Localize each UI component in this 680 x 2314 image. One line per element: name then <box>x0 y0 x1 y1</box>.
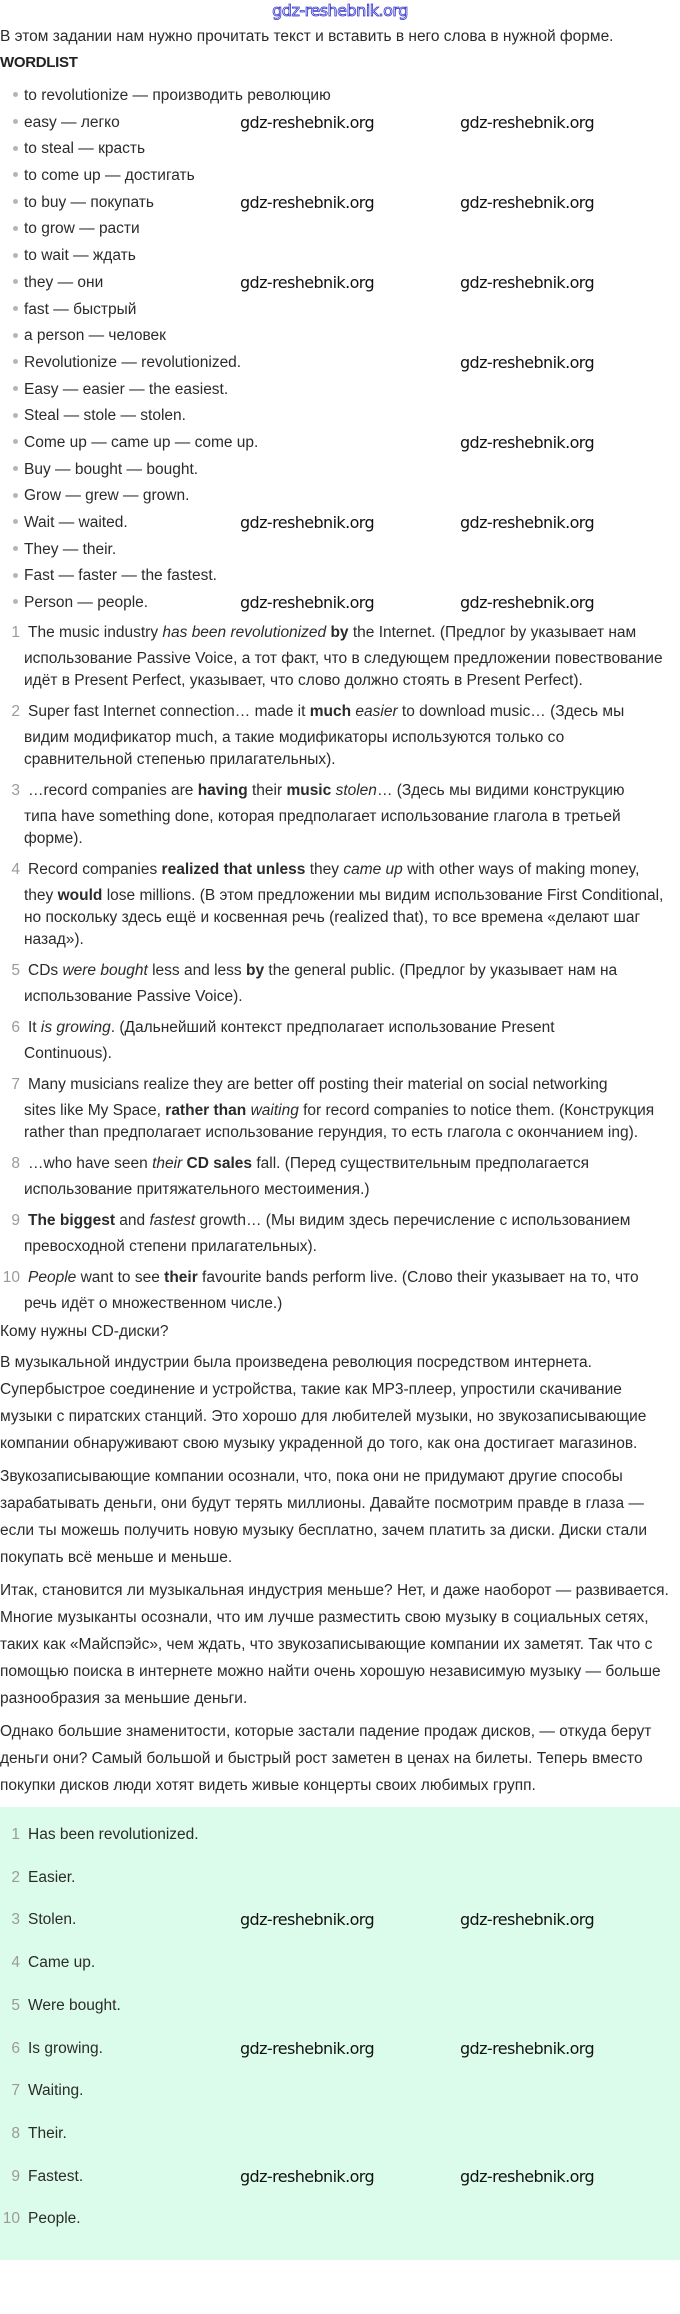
text-run: . (Дальнейший контекст предполагает использование Present <box>110 1019 555 1037</box>
bold-text: The biggest <box>28 1212 115 1230</box>
answer-text: Waiting. <box>28 2082 84 2100</box>
explanation-item <box>0 780 668 850</box>
explanation-first-line <box>0 701 668 723</box>
item-number: 9 <box>11 2167 20 2185</box>
bullet-icon <box>13 306 18 311</box>
bullet-icon <box>13 599 18 604</box>
watermark-text: gdz-reshebnik.org <box>240 1910 375 1930</box>
explanation-first-line <box>0 859 668 881</box>
wordlist-text: Steal — stole — stolen. <box>24 407 186 425</box>
explanation-first-line <box>0 622 668 644</box>
wordlist-item <box>0 139 680 159</box>
explanation-continuation: типа have something done, которая предполагает использование глагола в третьей форме). <box>24 808 621 848</box>
bold-text: CD sales <box>186 1155 253 1173</box>
answer-key-item <box>0 1953 680 1973</box>
translation-paragraph: Однако большие знаменитости, которые застали падение продаж дисков, — откуда берут деньги они? Самый большой и быстрый рост заметен в ценах на билеты. Теперь вместо покупки дисков люди хотят видеть живые концерты своих любимых групп. <box>0 1723 652 1795</box>
text-run: growth… (Мы видим здесь перечисление с использованием <box>195 1212 631 1230</box>
answer-key-item <box>0 1825 680 1845</box>
translation-paragraph: Звукозаписывающие компании осознали, что, пока они не придумают другие способы зарабатывать деньги, они будут терять миллионы. Давайте посмотрим правде в глаза — если ты можешь получить новую музыку бесплатно, зачем платить за диски. Диски стали покупать всё меньше и меньше. <box>0 1468 647 1567</box>
answer-key-item <box>0 1996 680 2016</box>
item-number: 3 <box>11 782 20 800</box>
explanation-item <box>0 1153 668 1201</box>
watermark-text: gdz-reshebnik.org <box>240 272 375 292</box>
wordlist-title: WORDLIST <box>0 54 78 71</box>
answer-key-list <box>0 1825 680 2229</box>
wordlist-item <box>0 566 680 586</box>
answer-word: easier <box>355 703 398 721</box>
wordlist <box>0 86 680 613</box>
watermark-text: gdz-reshebnik.org <box>240 112 375 132</box>
item-number: 4 <box>11 861 20 879</box>
explanation-item <box>0 1267 668 1315</box>
answer-text: Is growing. <box>28 2039 103 2057</box>
item-number: 5 <box>11 1996 20 2014</box>
explanation-continuation <box>0 1100 668 1144</box>
explanation-item <box>0 701 668 771</box>
wordlist-text: Person — people. <box>24 594 149 612</box>
item-number: 10 <box>2 2210 20 2228</box>
text-run: with other ways of making money, <box>402 861 640 879</box>
text-run: It <box>28 1019 41 1037</box>
wordlist-item <box>0 353 680 373</box>
item-number: 9 <box>11 1212 20 1230</box>
wordlist-text: to grow — расти <box>24 220 140 238</box>
item-number: 7 <box>11 2082 20 2100</box>
bullet-icon <box>13 146 18 151</box>
answer-word: came up <box>343 861 403 879</box>
wordlist-text: Grow — grew — grown. <box>24 487 190 505</box>
answer-key-item <box>0 2124 680 2144</box>
wordlist-item <box>0 593 680 613</box>
wordlist-item <box>0 380 680 400</box>
answer-key-box <box>0 1807 680 2260</box>
explanation-first-line <box>0 1210 668 1232</box>
explanation-continuation: превосходной степени прилагательных). <box>24 1238 317 1256</box>
text-run: the Internet. (Предлог by указывает нам <box>348 624 637 642</box>
answer-word: People <box>28 1269 77 1287</box>
answer-key-item <box>0 2081 680 2101</box>
bullet-icon <box>13 119 18 124</box>
wordlist-item <box>0 540 680 560</box>
answer-word: waiting <box>250 1102 299 1120</box>
explanation-first-line <box>0 1074 668 1096</box>
wordlist-item <box>0 86 680 106</box>
explanation-continuation: использование Passive Voice, а тот факт, что в следующем предложении повествование идёт в Present Perfect, указывает, что слово должно стоять в Present Perfect). <box>24 650 663 690</box>
wordlist-text: they — они <box>24 273 104 291</box>
answer-key-item <box>0 2167 680 2187</box>
wordlist-item <box>0 219 680 239</box>
wordlist-text: to wait — ждать <box>24 247 136 265</box>
bold-text: realized that unless <box>161 861 306 879</box>
watermark-text: gdz-reshebnik.org <box>460 593 595 613</box>
text-run: fall. (Перед существительным предполагается <box>252 1155 589 1173</box>
bullet-icon <box>13 253 18 258</box>
wordlist-text: fast — быстрый <box>24 300 137 318</box>
wordlist-item <box>0 246 680 266</box>
wordlist-item <box>0 460 680 480</box>
watermark-text: gdz-reshebnik.org <box>240 2038 375 2058</box>
explanation-first-line <box>0 960 668 982</box>
answer-text: Fastest. <box>28 2167 84 2185</box>
wordlist-text: Fast — faster — the fastest. <box>24 567 217 585</box>
wordlist-item <box>0 513 680 533</box>
bullet-icon <box>13 359 18 364</box>
bullet-icon <box>13 333 18 338</box>
text-run: lose millions. (В этом предложении мы видим использование First Conditional, но поскольку здесь ещё и косвенная речь (realized that), то все времена «делают шаг назад»). <box>24 887 664 949</box>
text-run: … (Здесь мы видими конструкцию <box>376 782 625 800</box>
watermark-text: gdz-reshebnik.org <box>460 352 595 372</box>
wordlist-item <box>0 326 680 346</box>
answer-key-item <box>0 2209 680 2229</box>
explanation-continuation: использование Passive Voice). <box>24 988 243 1006</box>
watermark-text: gdz-reshebnik.org <box>240 593 375 613</box>
wordlist-item <box>0 113 680 133</box>
text-run: Many musicians realize they are better off posting their material on social networking <box>28 1076 608 1094</box>
item-number: 10 <box>2 1269 20 1287</box>
wordlist-text: Come up — came up — come up. <box>24 433 259 451</box>
bold-text: would <box>57 887 103 905</box>
wordlist-item <box>0 166 680 186</box>
bullet-icon <box>13 279 18 284</box>
explanations-list <box>0 622 680 1315</box>
bullet-icon <box>13 386 18 391</box>
text-run: CDs <box>28 962 63 980</box>
watermark-text: gdz-reshebnik.org <box>460 192 595 212</box>
bold-text: music <box>286 782 332 800</box>
bullet-icon <box>13 199 18 204</box>
text-run: Super fast Internet connection… made it <box>28 703 310 721</box>
item-number: 3 <box>11 1911 20 1929</box>
wordlist-item <box>0 273 680 293</box>
watermark-text: gdz-reshebnik.org <box>460 2166 595 2186</box>
bullet-icon <box>13 226 18 231</box>
bold-text: much <box>309 703 352 721</box>
item-number: 5 <box>11 962 20 980</box>
watermark-text: gdz-reshebnik.org <box>460 112 595 132</box>
answer-text: Easier. <box>28 1868 76 1886</box>
explanation-first-line <box>0 1267 668 1289</box>
answer-word: stolen <box>335 782 377 800</box>
wordlist-item <box>0 486 680 506</box>
item-number: 6 <box>11 1019 20 1037</box>
text-run: want to see <box>76 1269 165 1287</box>
bullet-icon <box>13 413 18 418</box>
wordlist-text: to revolutionize — производить революцию <box>24 87 331 104</box>
watermark-text: gdz-reshebnik.org <box>460 513 595 532</box>
explanation-first-line <box>0 1017 668 1039</box>
explanation-item <box>0 1074 668 1144</box>
item-number: 1 <box>11 624 20 642</box>
text-run: they <box>24 887 58 905</box>
watermark-text: gdz-reshebnik.org <box>460 2038 595 2058</box>
bullet-icon <box>13 493 18 498</box>
wordlist-text: to steal — красть <box>24 140 146 158</box>
answer-key-item <box>0 2039 680 2059</box>
text-run: sites like My Space, <box>24 1102 166 1120</box>
answer-word: fastest <box>149 1212 196 1230</box>
bold-text: their <box>164 1269 198 1287</box>
explanation-continuation <box>0 885 668 951</box>
text-run: Record companies <box>28 861 162 879</box>
explanation-continuation: Continuous). <box>24 1045 112 1063</box>
wordlist-text: to come up — достигать <box>24 167 195 185</box>
answer-text: Came up. <box>28 1954 96 1972</box>
text-run: the general public. (Предлог by указывает нам на <box>264 962 618 980</box>
item-number: 7 <box>11 1076 20 1094</box>
wordlist-item <box>0 300 680 320</box>
bullet-icon <box>13 573 18 578</box>
bullet-icon <box>13 466 18 471</box>
bullet-icon <box>13 439 18 444</box>
wordlist-text: Revolutionize — revolutionized. <box>24 353 242 371</box>
bold-text: rather than <box>165 1102 247 1120</box>
answer-word: is growing <box>40 1019 111 1037</box>
wordlist-text: Wait — waited. <box>24 514 128 531</box>
explanation-item <box>0 1210 668 1258</box>
wordlist-item <box>0 193 680 213</box>
text-run: …record companies are <box>28 782 198 800</box>
explanation-item <box>0 622 668 692</box>
translation-paragraph: В музыкальной индустрии была произведена революция посредством интернета. Супербыстрое соединение и устройства, такие как MP3-плеер, упростили скачивание музыки с пиратских станций. Это хорошо для любителей музыки, но звукозаписывающие компании обнаруживают свою музыку украденной до того, как она достигает магазинов. <box>0 1354 647 1453</box>
item-number: 2 <box>11 1868 20 1886</box>
explanation-first-line <box>0 780 668 802</box>
answer-word: their <box>152 1155 183 1173</box>
bold-text: by <box>245 962 265 980</box>
wordlist-text: Easy — easier — the easiest. <box>24 380 229 398</box>
bullet-icon <box>13 519 18 524</box>
item-number: 1 <box>11 1826 20 1844</box>
wordlist-text: Buy — bought — bought. <box>24 460 199 478</box>
answer-text: Their. <box>28 2124 67 2142</box>
watermark-text: gdz-reshebnik.org <box>240 513 375 532</box>
explanation-continuation: использование притяжательного местоимения.) <box>24 1181 370 1199</box>
answer-text: Stolen. <box>28 1911 77 1929</box>
item-number: 2 <box>11 703 20 721</box>
text-run: …who have seen <box>28 1155 153 1173</box>
watermark-text: gdz-reshebnik.org <box>240 192 375 212</box>
watermark-text: gdz-reshebnik.org <box>240 2166 375 2186</box>
explanation-item <box>0 960 668 1008</box>
translation-paragraph: Итак, становится ли музыкальная индустрия меньше? Нет, и даже наоборот — развивается. Многие музыканты осознали, что им лучше разместить свою музыку в социальных сетях, таких как «Майспэйс», чем ждать, что звукозаписывающие компании их заметят. Так что с помощью поиска в интернете можно найти очень хорошую независимую музыку — больше разнообразия за меньшие деньги. <box>0 1582 669 1708</box>
text-run: their <box>247 782 287 800</box>
watermark-text: gdz-reshebnik.org <box>460 272 595 292</box>
item-number: 8 <box>11 2124 20 2142</box>
text-run: for record companies to notice them. (Конструкция rather than предполагает использование герундия, то есть глагола с окончанием ing). <box>24 1102 655 1142</box>
answer-word: were bought <box>62 962 148 980</box>
answer-text: Has been revolutionized. <box>28 1826 199 1844</box>
explanation-item <box>0 1017 668 1065</box>
wordlist-text: a person — человек <box>24 327 166 345</box>
explanation-continuation: речь идёт о множественном числе.) <box>24 1295 283 1313</box>
text-run: and <box>114 1212 150 1230</box>
answer-key-item <box>0 1910 680 1930</box>
answer-key-item <box>0 1868 680 1888</box>
answer-text: Were bought. <box>28 1996 121 2014</box>
text-run: they <box>305 861 344 879</box>
explanation-item <box>0 859 668 951</box>
answer-word: has been revolutionized <box>162 624 327 642</box>
watermark-text: gdz-reshebnik.org <box>460 432 595 452</box>
item-number: 4 <box>11 1954 20 1972</box>
bullet-icon <box>13 92 18 97</box>
bullet-icon <box>13 172 18 177</box>
answer-text: People. <box>28 2210 81 2228</box>
bold-text: by <box>330 624 349 642</box>
explanation-first-line <box>0 1153 668 1175</box>
header-watermark: gdz-reshebnik.org <box>272 1 408 20</box>
translation-title: Кому нужны CD-диски? <box>0 1323 169 1341</box>
text-run: The music industry <box>28 624 163 642</box>
wordlist-item <box>0 406 680 426</box>
task-intro: В этом задании нам нужно прочитать текст и вставить в него слова в нужной форме. <box>0 28 614 45</box>
item-number: 6 <box>11 2039 20 2057</box>
bold-text: having <box>197 782 248 800</box>
explanation-continuation: видим модификатор much, а такие модификаторы используются только со сравнительной степенью прилагательных). <box>24 729 565 769</box>
text-run: less and less <box>147 962 246 980</box>
wordlist-text: to buy — покупать <box>24 193 154 211</box>
bullet-icon <box>13 546 18 551</box>
wordlist-text: They — their. <box>24 540 117 558</box>
wordlist-text: easy — легко <box>24 113 120 131</box>
item-number: 8 <box>11 1155 20 1173</box>
watermark-text: gdz-reshebnik.org <box>460 1910 595 1930</box>
text-run: to download music… (Здесь мы <box>397 703 625 721</box>
wordlist-item <box>0 433 680 453</box>
text-run: favourite bands perform live. (Слово their указывает на то, что <box>197 1269 639 1287</box>
